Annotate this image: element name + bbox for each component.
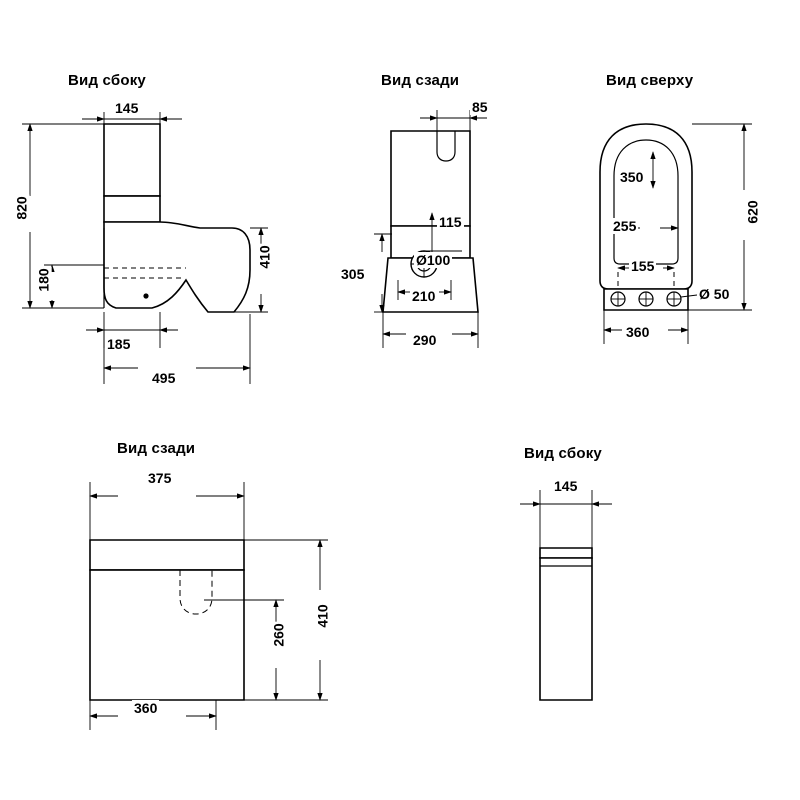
view-title-side-bottom: Вид сбоку — [524, 445, 602, 462]
dim-label-360-top: 360 — [626, 324, 650, 340]
dim-820-side — [22, 124, 104, 308]
dim-145-side-cistern — [520, 490, 612, 550]
dim-label-305: 305 — [341, 266, 365, 282]
dim-180-side — [44, 265, 104, 308]
side-view-object — [104, 124, 250, 312]
dim-label-350: 350 — [620, 169, 644, 185]
dim-label-495: 495 — [152, 370, 176, 386]
dim-label-290: 290 — [413, 332, 437, 348]
dim-label-375: 375 — [148, 470, 172, 486]
dim-label-185: 185 — [107, 336, 131, 352]
side-cistern-object — [540, 548, 592, 700]
dim-label-d100: Ø100 — [416, 252, 451, 268]
top-view-object — [600, 124, 692, 310]
view-title-back-bottom: Вид сзади — [117, 440, 196, 457]
dim-label-260: 260 — [270, 623, 287, 647]
dim-label-410-bowl: 410 — [256, 245, 273, 269]
view-title-back-top: Вид сзади — [381, 72, 460, 89]
back-cistern-object — [90, 540, 244, 700]
dim-375-cistern — [90, 482, 244, 542]
dim-label-620: 620 — [744, 200, 761, 224]
dim-label-145: 145 — [115, 100, 139, 116]
dim-label-d50: Ø 50 — [699, 286, 730, 302]
back-view-object — [383, 131, 478, 312]
view-title-side-top: Вид сбоку — [68, 72, 146, 89]
dim-label-360-cistern: 360 — [134, 700, 158, 716]
dim-label-210: 210 — [412, 288, 436, 304]
dim-label-145-side: 145 — [554, 478, 578, 494]
dim-label-155: 155 — [631, 258, 655, 274]
dim-label-180: 180 — [35, 268, 52, 292]
view-title-top-view: Вид сверху — [606, 72, 694, 89]
dim-label-85: 85 — [472, 99, 488, 115]
dim-label-115: 115 — [439, 214, 462, 230]
dim-label-410-cistern: 410 — [314, 604, 331, 628]
dim-label-255: 255 — [613, 218, 637, 234]
dim-620-top — [688, 124, 752, 310]
dim-label-820: 820 — [13, 196, 30, 220]
